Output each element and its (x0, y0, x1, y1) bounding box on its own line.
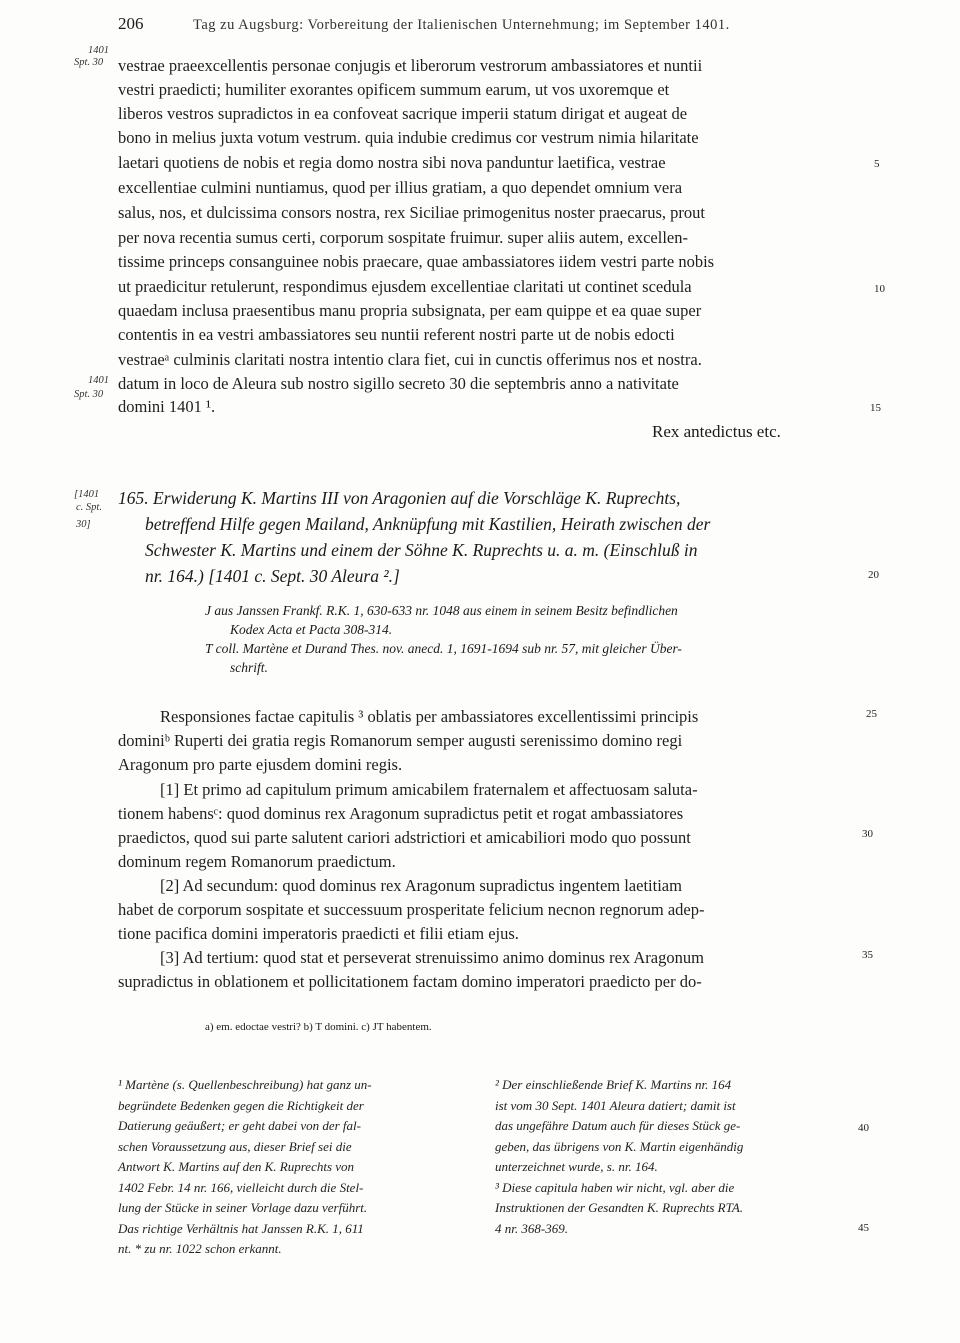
footnotes-left (118, 1075, 372, 1260)
doc-165-line: praedictos, quod sui parte salutent cariori adstrictiori et amicabiliori modo quo possunt (118, 828, 691, 847)
line-number: 30 (862, 828, 873, 840)
footnote-line: ² Der einschließende Brief K. Martins nr. 164 (495, 1077, 732, 1092)
footnote-line: geben, das übrigens von K. Martin eigenhändig (495, 1138, 744, 1154)
doc-165-line: [1] Et primo ad capitulum primum amicabilem fraternalem et affectuosam saluta- (160, 780, 698, 799)
doc-165-heading-line: 165. Erwiderung K. Martins III von Aragonien auf die Vorschläge K. Ruprechts, (118, 488, 681, 508)
textual-notes: a) em. edoctae vestri? b) T domini. c) JT habentem. (205, 1021, 432, 1033)
line-number: 35 (862, 949, 873, 961)
footnote-line: Das richtige Verhältnis hat Janssen R.K. 1, 611 (118, 1220, 364, 1236)
footnote-line: 1402 Febr. 14 nr. 166, vielleicht durch die Stel- (118, 1179, 364, 1195)
letter-line: domini 1401 ¹. (118, 397, 216, 416)
letter-line: vestri praedicti; humiliter exorantes opificem summum earum, ut vos uxoremque et (118, 80, 670, 99)
line-number: 40 (858, 1122, 869, 1134)
footnotes-right (495, 1075, 743, 1239)
letter-line: datum in loco de Aleura sub nostro sigillo secreto 30 die septembris anno a nativitate (118, 374, 679, 393)
letter-line: vestrae praeexcellentis personae conjugis et liberorum vestrorum ambassiatores et nuntii (118, 56, 703, 75)
doc-165-line: Responsiones factae capitulis ³ oblatis per ambassiatores excellentissimi principis (160, 707, 699, 726)
running-title: Tag zu Augsburg: Vorbereitung der Italienischen Unternehmung; im September 1401. (193, 17, 730, 33)
footnote-line: ist vom 30 Sept. 1401 Aleura datiert; damit ist (495, 1097, 736, 1113)
doc-165-line: [3] Ad tertium: quod stat et perseverat strenuissimo animo dominus rex Aragonum (160, 948, 704, 967)
footnote-line: begründete Bedenken gegen die Richtigkeit der (118, 1097, 364, 1113)
line-number: 5 (874, 158, 880, 170)
margin-date-datum-year: 1401 (88, 375, 109, 386)
letter-line: liberos vestros supradictos in ea confoveat sacrique imperii statum dirigat et augeat de (118, 104, 688, 123)
footnote-line: Datierung geäußert; er geht dabei von der fal- (118, 1118, 361, 1133)
margin-date-165-month: c. Spt. (76, 502, 102, 513)
footnote-line: Antwort K. Martins auf den K. Ruprechts von (118, 1159, 355, 1174)
margin-date-datum-day: Spt. 30 (74, 389, 104, 400)
doc-165-line: dominum regem Romanorum praedictum. (118, 852, 396, 871)
footnote-line: das ungefähre Datum auch für dieses Stück ge- (495, 1118, 741, 1133)
footnote-line: lung der Stücke in seiner Vorlage dazu verführt. (118, 1200, 368, 1215)
letter-line: vestraeᵃ culminis claritati nostra intentio clara fiet, cui in cunctis offerimus nos et nostra. (118, 350, 702, 369)
footnote-line: nt. * zu nr. 1022 schon erkannt. (118, 1241, 282, 1256)
letter-line: contentis in ea vestri ambassiatores seu nuntii referent nostri parte ut de nobis edocti (118, 325, 675, 344)
letter-line: ut praedicitur retulerunt, respondimus ejusdem excellentiae claritati ut continet scedula (118, 277, 692, 296)
doc-165-line: dominiᵇ Ruperti dei gratia regis Romanorum semper augusti serenissimo domino regi (118, 731, 683, 750)
margin-date-165-year: [1401 (74, 489, 100, 500)
doc-165-heading-line: betreffend Hilfe gegen Mailand, Anknüpfung mit Kastilien, Heirath zwischen der (145, 514, 711, 534)
letter-line: excellentiae culmini nuntiamus, quod per illius gratiam, a quo dependet omnium vera (118, 178, 683, 197)
doc-165-line: tionem habensᶜ: quod dominus rex Aragonum supradictus petit et rogat ambassiatores (118, 804, 684, 823)
letter-line: quaedam inclusa praesentibus manu propria subsignata, per eam quippe et ea quae super (118, 301, 702, 320)
footnote-line: schen Voraussetzung aus, dieser Brief sei die (118, 1138, 352, 1154)
source-line: schrift. (230, 660, 268, 675)
line-number: 10 (874, 283, 885, 295)
line-number: 20 (868, 569, 879, 581)
doc-165-line: Aragonum pro parte ejusdem domini regis. (118, 755, 403, 774)
footnote-line: unterzeichnet wurde, s. nr. 164. (495, 1159, 658, 1174)
letter-line: per nova recentia sumus certi, corporum sospitate fruimur. super aliis autem, excellen- (118, 228, 688, 247)
line-number: 45 (858, 1222, 869, 1234)
letter-line: bono in melius juxta votum vestrum. quia indubie credimus cor vestrum nimia hilaritate (118, 128, 699, 147)
letter-line: laetari quotiens de nobis et regia domo nostra sibi nova panduntur laetifica, vestrae (118, 153, 666, 172)
source-line: T coll. Martène et Durand Thes. nov. anecd. 1, 1691-1694 sub nr. 57, mit gleicher Über- (205, 641, 682, 656)
closing-signature: Rex antedictus etc. (652, 422, 781, 441)
footnote-line: Instruktionen der Gesandten K. Ruprechts RTA. (495, 1200, 744, 1215)
margin-date-top-day: Spt. 30 (74, 57, 104, 68)
letter-line: salus, nos, et dulcissima consors nostra, rex Siciliae primogenitus noster praecarus, prout (118, 203, 705, 222)
footnote-line: ³ Diese capitula haben wir nicht, vgl. aber die (495, 1179, 735, 1195)
source-line: Kodex Acta et Pacta 308-314. (230, 622, 393, 637)
line-number: 15 (870, 402, 881, 414)
doc-165-line: supradictus in oblationem et pollicitationem factam domino imperatori praedicto per do- (118, 972, 702, 991)
source-line: J aus Janssen Frankf. R.K. 1, 630-633 nr. 1048 aus einem in seinem Besitz befindlichen (205, 603, 678, 618)
doc-165-heading-line: nr. 164.) [1401 c. Sept. 30 Aleura ².] (145, 566, 400, 586)
doc-165-line: habet de corporum sospitate et successuum prosperitate felicium necnon regnorum adep- (118, 900, 705, 919)
line-number: 25 (866, 708, 877, 720)
doc-165-heading-line: Schwester K. Martins und einem der Söhne K. Ruprechts u. a. m. (Einschluß in (145, 540, 698, 560)
page-number: 206 (118, 14, 144, 33)
doc-165-line: [2] Ad secundum: quod dominus rex Aragonum supradictus ingentem laetitiam (160, 876, 682, 895)
margin-date-top-year: 1401 (88, 45, 109, 56)
footnote-line: 4 nr. 368-369. (495, 1220, 568, 1236)
footnote-line: ¹ Martène (s. Quellenbeschreibung) hat ganz un- (118, 1077, 372, 1092)
letter-line: tissime princeps consanguinee nobis praecare, quae ambassiatores iidem vestri parte nobis (118, 252, 715, 271)
doc-165-line: tione pacifica domini imperatoris praedicti et filii etiam ejus. (118, 924, 519, 943)
margin-date-165-day: 30] (76, 519, 91, 530)
